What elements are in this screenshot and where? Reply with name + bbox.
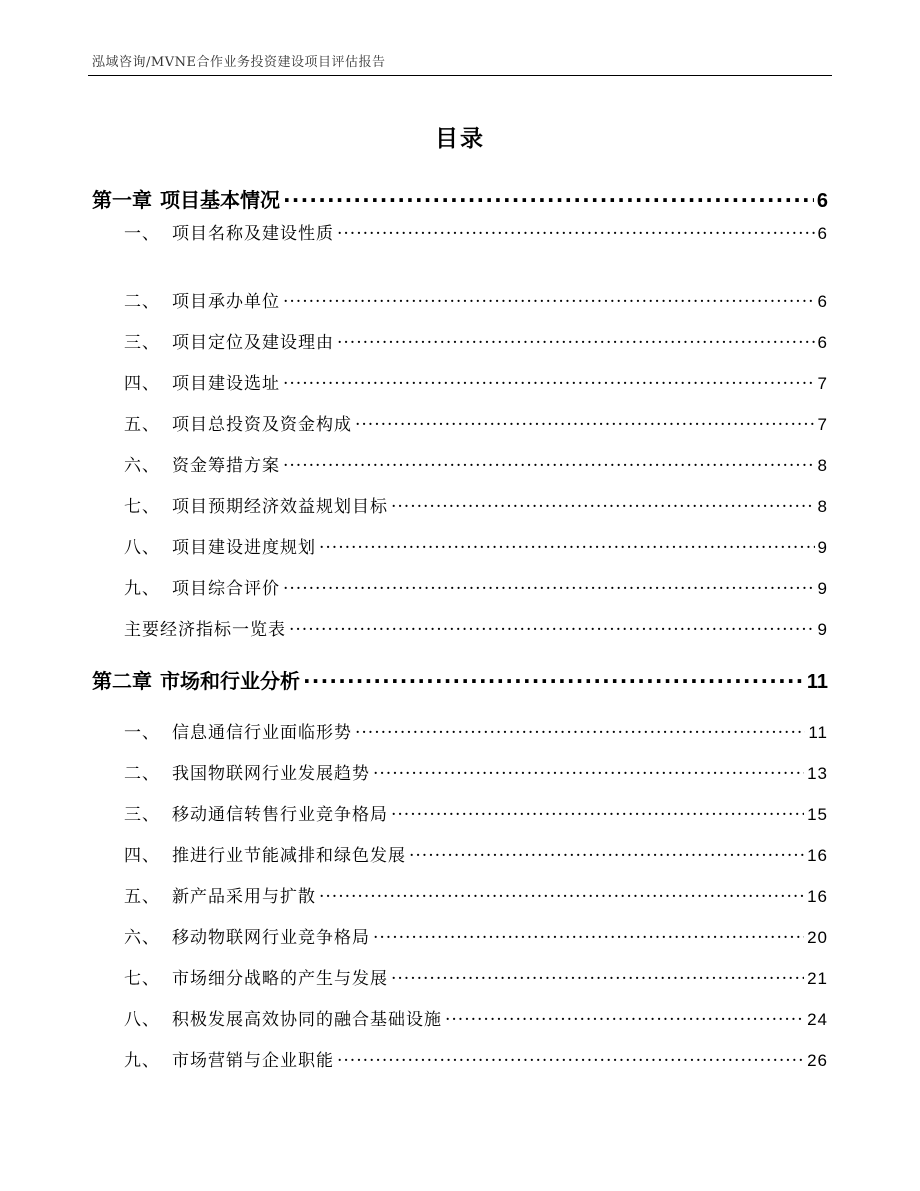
page-number: 16	[807, 887, 828, 906]
page-number: 26	[807, 1051, 828, 1070]
toc-entry[interactable]	[124, 451, 828, 476]
toc-entry[interactable]	[124, 800, 828, 825]
page-number: 8	[817, 456, 828, 475]
section-title: 市场细分战略的产生与发展	[172, 969, 388, 989]
dot-leader	[337, 222, 815, 239]
section-title: 资金筹措方案	[172, 456, 280, 476]
section-number: 四、	[124, 846, 160, 866]
dot-leader	[303, 668, 804, 688]
section-title: 移动物联网行业竞争格局	[172, 928, 370, 948]
dot-leader	[337, 1049, 804, 1066]
dot-leader	[283, 187, 814, 207]
page-number: 7	[817, 415, 828, 434]
section-title: 项目预期经济效益规划目标	[172, 497, 388, 517]
section-title: 新产品采用与扩散	[172, 887, 316, 907]
section-number: 二、	[124, 764, 160, 784]
page-number: 16	[807, 846, 828, 865]
dot-leader	[445, 1008, 804, 1025]
toc-entry[interactable]	[124, 1005, 828, 1030]
section-number: 五、	[124, 415, 160, 435]
section-title: 项目定位及建设理由	[172, 333, 334, 353]
section-title: 主要经济指标一览表	[124, 620, 286, 640]
toc-entry[interactable]	[124, 533, 828, 558]
section-number: 二、	[124, 292, 160, 312]
section-number: 三、	[124, 333, 160, 353]
toc-entry[interactable]	[124, 841, 828, 866]
page-number: 6	[817, 292, 828, 311]
section-number: 一、	[124, 224, 160, 244]
section-number: 九、	[124, 579, 160, 599]
page-number: 11	[806, 671, 828, 693]
page-number: 24	[807, 1010, 828, 1029]
toc-entry[interactable]	[124, 492, 828, 517]
section-title: 项目综合评价	[172, 579, 280, 599]
toc-entry[interactable]	[124, 718, 828, 743]
dot-leader	[355, 413, 815, 430]
toc-chapter-1[interactable]	[92, 184, 828, 213]
page-number: 21	[807, 969, 828, 988]
section-number: 八、	[124, 538, 160, 558]
page-number: 6	[817, 224, 828, 243]
section-number: 七、	[124, 497, 160, 517]
toc-title: 目录	[435, 126, 485, 152]
page-number: 8	[817, 497, 828, 516]
page-number: 6	[816, 190, 828, 212]
section-title: 项目总投资及资金构成	[172, 415, 352, 435]
section-title: 积极发展高效协同的融合基础设施	[172, 1010, 442, 1030]
dot-leader	[283, 372, 815, 389]
section-number: 四、	[124, 374, 160, 394]
dot-leader	[337, 331, 815, 348]
toc-entry[interactable]	[124, 287, 828, 312]
section-number: 五、	[124, 887, 160, 907]
dot-leader	[373, 762, 804, 779]
page-number: 15	[807, 805, 828, 824]
section-title: 项目建设选址	[172, 374, 280, 394]
header-rule	[88, 75, 832, 76]
section-number: 三、	[124, 805, 160, 825]
page-header: 泓域咨询/MVNE合作业务投资建设项目评估报告	[92, 55, 386, 70]
toc-entry[interactable]	[124, 964, 828, 989]
toc-entry[interactable]	[124, 759, 828, 784]
toc-entry[interactable]	[124, 219, 828, 244]
toc-entry[interactable]	[124, 615, 828, 640]
dot-leader	[289, 618, 815, 635]
chapter-number: 第一章	[92, 188, 152, 212]
section-title: 我国物联网行业发展趋势	[172, 764, 370, 784]
page-number: 9	[817, 620, 828, 639]
toc-chapter-2[interactable]	[92, 665, 828, 694]
section-number: 一、	[124, 723, 160, 743]
toc-entry[interactable]	[124, 923, 828, 948]
chapter-number: 第二章	[92, 669, 152, 693]
dot-leader	[283, 454, 815, 471]
dot-leader	[283, 290, 815, 307]
toc-entry[interactable]	[124, 410, 828, 435]
section-title: 项目承办单位	[172, 292, 280, 312]
section-number: 七、	[124, 969, 160, 989]
toc-entry[interactable]	[124, 574, 828, 599]
page-number: 9	[817, 579, 828, 598]
page-number: 20	[807, 928, 828, 947]
dot-leader	[391, 803, 804, 820]
section-title: 项目名称及建设性质	[172, 224, 334, 244]
dot-leader	[391, 967, 804, 984]
dot-leader	[355, 721, 805, 738]
section-number: 九、	[124, 1051, 160, 1071]
toc-entry[interactable]	[124, 369, 828, 394]
toc-entry[interactable]	[124, 882, 828, 907]
dot-leader	[283, 577, 815, 594]
chapter-title: 市场和行业分析	[160, 669, 300, 693]
dot-leader	[373, 926, 804, 943]
page-number: 11	[808, 723, 828, 742]
dot-leader	[319, 885, 804, 902]
section-number: 八、	[124, 1010, 160, 1030]
dot-leader	[409, 844, 804, 861]
page-number: 6	[817, 333, 828, 352]
page-number: 13	[807, 764, 828, 783]
section-title: 信息通信行业面临形势	[172, 723, 352, 743]
page-number: 7	[817, 374, 828, 393]
section-title: 市场营销与企业职能	[172, 1051, 334, 1071]
dot-leader	[319, 536, 815, 553]
section-number: 六、	[124, 928, 160, 948]
section-title: 项目建设进度规划	[172, 538, 316, 558]
dot-leader	[391, 495, 815, 512]
section-title: 推进行业节能减排和绿色发展	[172, 846, 406, 866]
section-number: 六、	[124, 456, 160, 476]
toc-entry[interactable]	[124, 328, 828, 353]
page-number: 9	[817, 538, 828, 557]
section-title: 移动通信转售行业竞争格局	[172, 805, 388, 825]
toc-entry[interactable]	[124, 1046, 828, 1071]
chapter-title: 项目基本情况	[160, 188, 280, 212]
